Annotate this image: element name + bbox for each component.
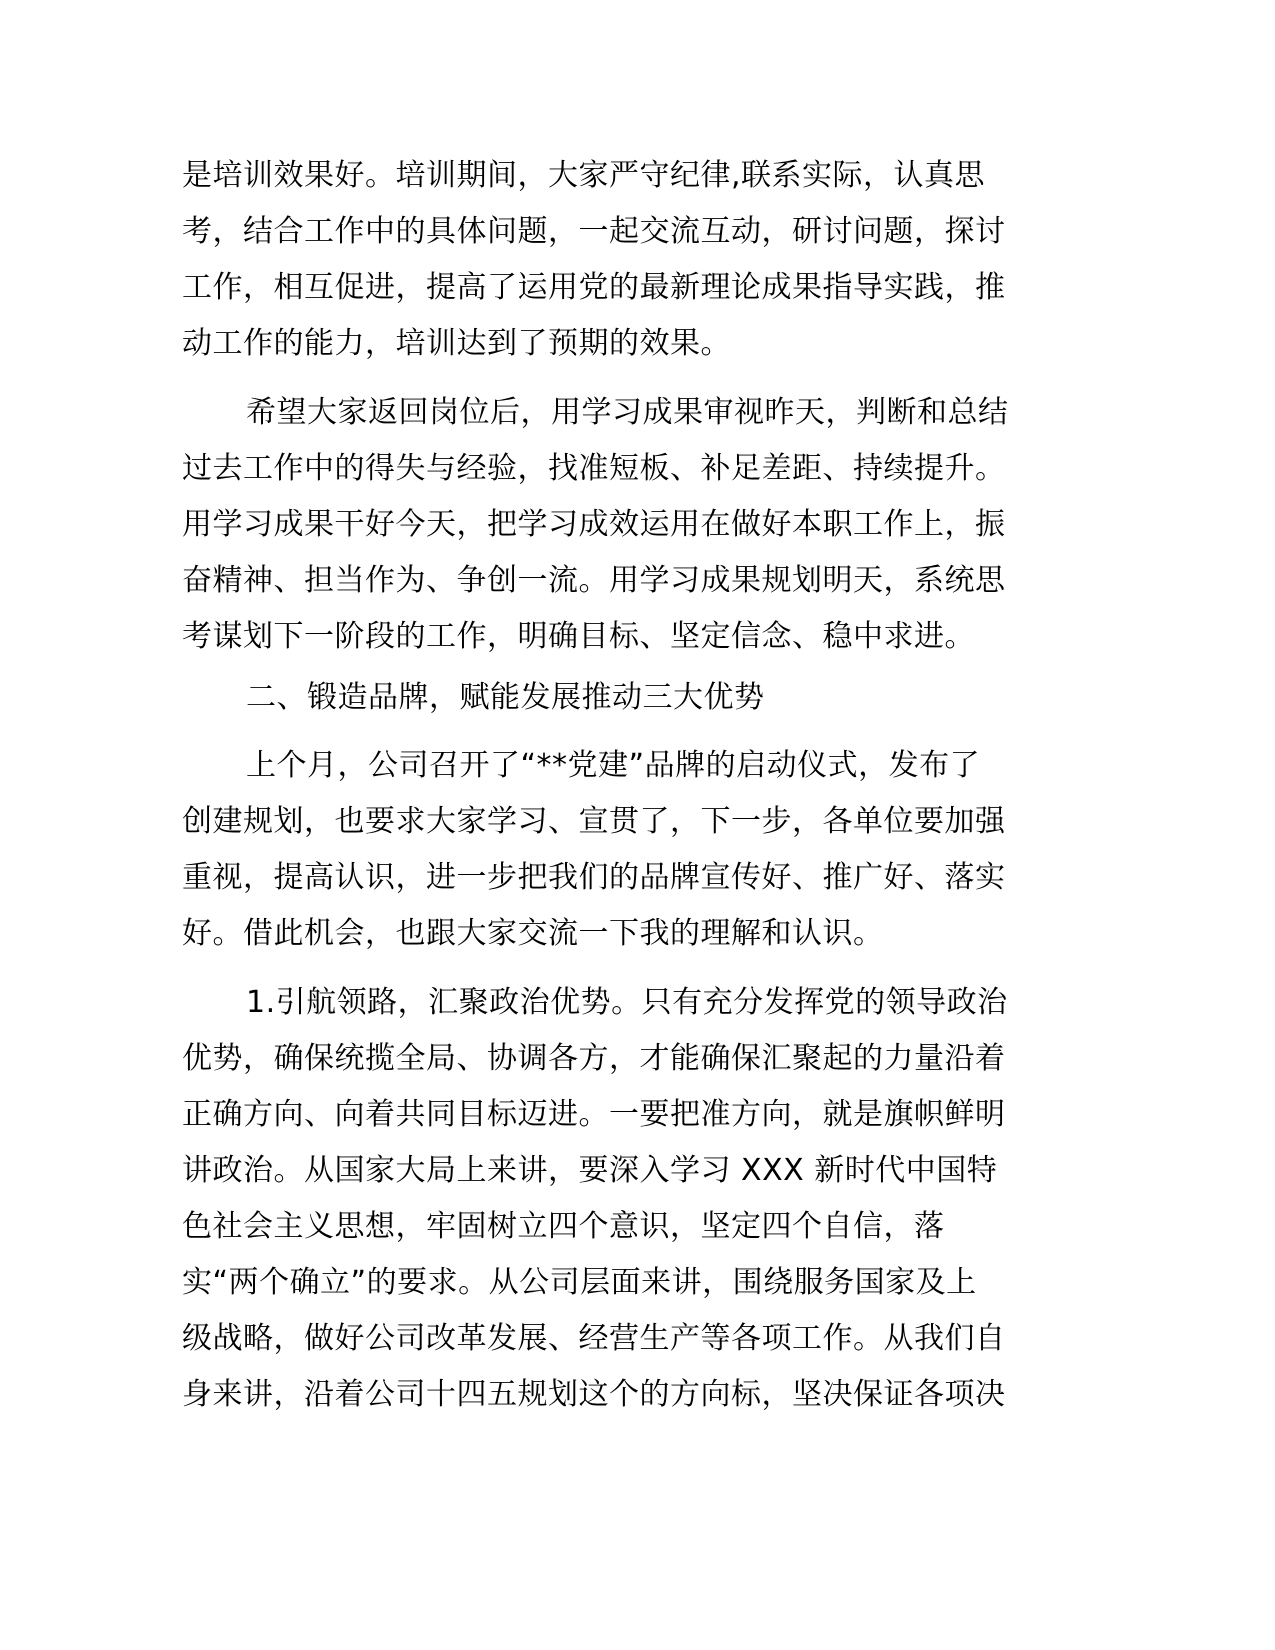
text-line: 创建规划，也要求大家学习、宣贯了，下一步，各单位要加强 [182,804,1006,839]
text-line: 正确方向、向着共同目标迈进。一要把准方向，就是旗帜鲜明 [182,1097,1006,1132]
text-line: 好。借此机会，也跟大家交流一下我的理解和认识。 [182,916,884,951]
text-line: 考谋划下一阶段的工作，明确目标、坚定信念、稳中求进。 [182,619,975,654]
paragraph-first-line: 1.引航领路，汇聚政治优势。只有充分发挥党的领导政治 [246,985,1008,1020]
text-line: 实“两个确立”的要求。从公司层面来讲，围绕服务国家及上 [182,1265,977,1300]
text-line: 讲政治。从国家大局上来讲，要深入学习 XXX 新时代中国特 [182,1153,998,1188]
text-line: 工作，相互促进，提高了运用党的最新理论成果指导实践，推 [182,270,1006,305]
text-line: 动工作的能力，培训达到了预期的效果。 [182,326,731,361]
text-line: 优势，确保统揽全局、协调各方，才能确保汇聚起的力量沿着 [182,1041,1006,1076]
text-line: 身来讲，沿着公司十四五规划这个的方向标，坚决保证各项决 [182,1377,1006,1412]
text-line: 色社会主义思想，牢固树立四个意识，坚定四个自信，落 [182,1209,945,1244]
text-line: 级战略，做好公司改革发展、经营生产等各项工作。从我们自 [182,1321,1006,1356]
text-line: 重视，提高认识，进一步把我们的品牌宣传好、推广好、落实 [182,860,1006,895]
text-line: 奋精神、担当作为、争创一流。用学习成果规划明天，系统思 [182,563,1006,598]
paragraph-first-line: 希望大家返回岗位后，用学习成果审视昨天，判断和总结 [246,395,1009,430]
paragraph-first-line: 上个月，公司召开了“**党建”品牌的启动仪式，发布了 [246,748,981,783]
text-line: 过去工作中的得失与经验，找准短板、补足差距、持续提升。 [182,451,1006,486]
text-line: 用学习成果干好今天，把学习成效运用在做好本职工作上，振 [182,507,1006,542]
section-heading: 二、锻造品牌，赋能发展推动三大优势 [246,680,765,715]
text-line: 是培训效果好。培训期间，大家严守纪律,联系实际，认真思 [182,158,986,193]
text-line: 考，结合工作中的具体问题，一起交流互动，研讨问题，探讨 [182,214,1006,249]
